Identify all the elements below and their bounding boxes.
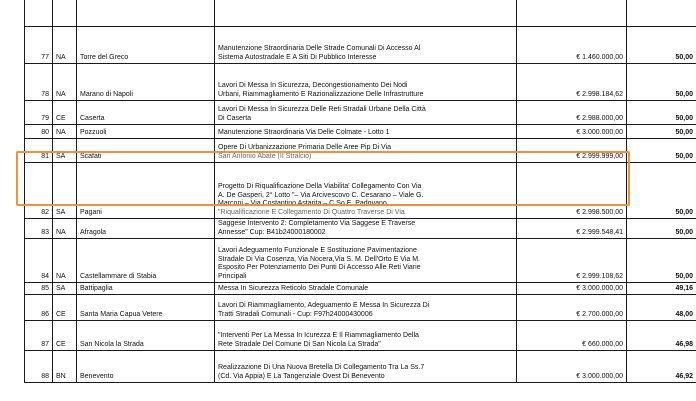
- row-number: 86: [25, 295, 53, 321]
- row-description: [215, 321, 517, 351]
- row-amount: € 2.999.548,41: [517, 219, 627, 239]
- row-description: [215, 163, 517, 219]
- row-province: SA: [53, 163, 77, 219]
- row-province: CE: [53, 321, 77, 351]
- row-description: [215, 239, 517, 283]
- row-number: 83: [25, 219, 53, 239]
- row-municipality: Scafati: [77, 139, 215, 163]
- description-line: Opere Di Urbanizzazione Primaria Delle Aree Pip Di Via: [218, 144, 392, 152]
- row-description: [215, 125, 517, 139]
- row-province: CE: [53, 101, 77, 125]
- description-line: "Riqualificazione E Collegamento Di Quattro Traverse Di Via: [218, 208, 405, 216]
- description-line: Progetto Di Riqualificazione Della Viabilita' Collegamento Con Via: [218, 183, 422, 191]
- row-number: 85: [25, 283, 53, 295]
- row-description: [215, 219, 517, 239]
- row-amount: € 660.000,00: [517, 321, 627, 351]
- row-number: 84: [25, 239, 53, 283]
- row-score: 50,00: [627, 219, 696, 239]
- row-amount: € 2.999.108,62: [517, 239, 627, 283]
- description-line: Lavori Di Riammagliamento, Adeguamento E Messa In Sicurezza Di: [218, 302, 430, 310]
- description-line: A. De Gasperi, 2° Lotto "– Via Arcivescovo C. Cesarano – Viale G.: [218, 191, 424, 199]
- row-score: 50,00: [627, 125, 696, 139]
- row-number: 78: [25, 64, 53, 101]
- page-edge: [0, 391, 696, 401]
- row-number: 77: [25, 27, 53, 64]
- row-score: 49,16: [627, 283, 696, 295]
- row-province: SA: [53, 283, 77, 295]
- row-description: [215, 139, 517, 163]
- description-line: Stradale Di Via Cosenza, Via Nocera,Via S. M. Dell'Orto E Via M.: [218, 255, 420, 263]
- row-score: 50,00: [627, 239, 696, 283]
- row-province: NA: [53, 27, 77, 64]
- row-score: 50,00: [627, 64, 696, 101]
- row-municipality: Battipaglia: [77, 283, 215, 295]
- table-row: [25, 101, 696, 125]
- row-score: 46,92: [627, 351, 696, 383]
- ranking-table: [24, 0, 696, 383]
- row-score: 50,00: [627, 163, 696, 219]
- row-score: 50,00: [627, 139, 696, 163]
- row-score: 50,00: [627, 27, 696, 64]
- table-row: [25, 125, 696, 139]
- description-line: Manutenzione Straordinaria Delle Strade Comunali Di Accesso Al: [218, 45, 421, 53]
- row-amount: € 3.000.000,00: [517, 351, 627, 383]
- description-line: Lavori Di Messa In Sicurezza, Decongestionamento Dei Nodi: [218, 82, 408, 90]
- row-number: 82: [25, 163, 53, 219]
- description-line: Manutenzione Straordinaria Via Delle Colmate - Lotto 1: [218, 128, 390, 136]
- row-amount: € 1.460.000,00: [517, 27, 627, 64]
- description-line: Di Caserta: [218, 114, 252, 122]
- row-amount: € 2.988.000,00: [517, 101, 627, 125]
- row-municipality: Torre del Greco: [77, 27, 215, 64]
- row-amount: € 3.000.000,00: [517, 125, 627, 139]
- row-number: 80: [25, 125, 53, 139]
- description-line: San Antonio Abate (II Stralcio): [218, 152, 312, 160]
- row-province: CE: [53, 295, 77, 321]
- row-municipality: Santa Maria Capua Vetere: [77, 295, 215, 321]
- row-number: 81: [25, 139, 53, 163]
- description-line: Marconi – Via Costantino Astarita – C.So E. Padovano: [218, 200, 387, 208]
- row-municipality: San Nicola la Strada: [77, 321, 215, 351]
- table-row: [25, 321, 696, 351]
- row-municipality: Castellammare di Stabia: [77, 239, 215, 283]
- description-line: Sistema Autostradale E A Siti Di Pubblico Interesse: [218, 53, 377, 61]
- row-score: 48,00: [627, 295, 696, 321]
- description-line: Tratti Stradali Comunali - Cup: F97h24000430006: [218, 310, 373, 318]
- description-line: Esposito Per Potenziamento Dei Punti Di Accesso Alle Reti Viarie: [218, 264, 421, 272]
- row-score: 46,98: [627, 321, 696, 351]
- row-province: NA: [53, 239, 77, 283]
- row-province: BN: [53, 351, 77, 383]
- description-line: (Cd. Via Appia) E La Tangenziale Ovest Di Benevento: [218, 372, 385, 380]
- row-number: 87: [25, 321, 53, 351]
- description-line: Messa In Sicurezza Reticolo Stradale Comunale: [218, 284, 369, 292]
- row-description: [215, 101, 517, 125]
- row-amount: € 2.998.500,00: [517, 163, 627, 219]
- table-row: [25, 219, 696, 239]
- table-row: [25, 0, 696, 27]
- table-row: [25, 283, 696, 295]
- row-description: [215, 295, 517, 321]
- table-row: [25, 139, 696, 163]
- description-line: Lavori Di Messa In Sicurezza Delle Reti Stradali Urbane Della Città: [218, 106, 426, 114]
- row-province: [53, 0, 77, 27]
- row-municipality: Afragola: [77, 219, 215, 239]
- row-province: SA: [53, 139, 77, 163]
- row-province: NA: [53, 219, 77, 239]
- description-line: "Interventi Per La Messa In Icurezza E Il Riammagliamento Della: [218, 332, 419, 340]
- row-amount: € 2.999.999,00: [517, 139, 627, 163]
- row-number: [25, 0, 53, 27]
- table-row: [25, 163, 696, 219]
- description-line: Lavori Adeguamento Funzionale E Sostituzione Pavimentazione: [218, 247, 417, 255]
- row-amount: € 3.000.000,00: [517, 283, 627, 295]
- row-municipality: Pagani: [77, 163, 215, 219]
- description-line: Principali: [218, 272, 247, 280]
- row-amount: € 2.700.000,00: [517, 295, 627, 321]
- row-score: 50,00: [627, 101, 696, 125]
- row-number: 79: [25, 101, 53, 125]
- table-row: [25, 351, 696, 383]
- row-municipality: [77, 0, 215, 27]
- row-amount: € 2.998.184,62: [517, 64, 627, 101]
- table-row: [25, 295, 696, 321]
- row-municipality: Pozzuoli: [77, 125, 215, 139]
- row-description: [215, 351, 517, 383]
- row-amount: [517, 0, 627, 27]
- row-municipality: Benevento: [77, 351, 215, 383]
- table-row: [25, 239, 696, 283]
- row-province: NA: [53, 64, 77, 101]
- description-line: Realizzazione Di Una Nuova Bretella Di Collegamento Tra La Ss.7: [218, 364, 425, 372]
- description-line: Rete Stradale Del Comune Di San Nicola La Strada": [218, 340, 381, 348]
- description-line: Urbani, Riammagliamento E Razionalizzazione Delle Infrastrutture: [218, 90, 424, 98]
- row-description: [215, 64, 517, 101]
- row-description: [215, 0, 517, 27]
- description-line: Saggese Intervento 2: Completamento Via Saggese E Traverse: [218, 220, 416, 228]
- row-municipality: Marano di Napoli: [77, 64, 215, 101]
- table-row: [25, 27, 696, 64]
- row-description: [215, 27, 517, 64]
- table-body: [25, 0, 696, 383]
- table-row: [25, 64, 696, 101]
- description-line: Annesse" Cup: B41b24000180002: [218, 228, 326, 236]
- row-municipality: Caserta: [77, 101, 215, 125]
- row-number: 88: [25, 351, 53, 383]
- row-score: [627, 0, 696, 27]
- row-province: NA: [53, 125, 77, 139]
- row-description: [215, 283, 517, 295]
